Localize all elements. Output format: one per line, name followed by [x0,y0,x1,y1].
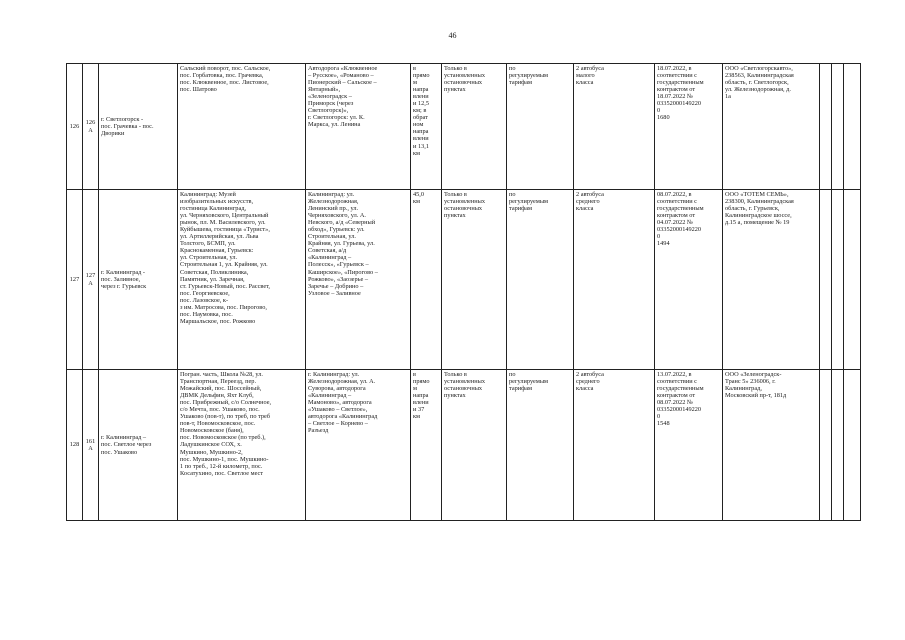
route-length: 45,0 км [411,190,442,370]
route-number: 126 А [83,64,99,190]
empty-cell [820,370,832,521]
route-register-table [66,63,861,521]
table-row [67,190,861,370]
route-name: г. Калининград - пос. Заливное, через г. Гурьевск [99,190,178,370]
contract-info: 08.07.2022, в соответствии с государственным контрактом от 04.07.2022 № 03352000149220 0 1494 [655,190,723,370]
vehicles: 2 автобуса малого класса [574,64,655,190]
contract-info: 13.07.2022, в соответствии с государственным контрактом от 08.07.2022 № 03352000149220 0 1548 [655,370,723,521]
row-number: 127 [67,190,83,370]
table-row [67,370,861,521]
stop-order: Только в установленных остановочных пунктах [442,190,507,370]
carrier-info: ООО «Зеленоградск- Транс 5» 236006, г. Калининград, Московский пр-т, 181д [723,370,820,521]
vehicles: 2 автобуса среднего класса [574,370,655,521]
streets-list: Калининград: ул. Железнодорожная, Ленинский пр., ул. Черняховского, ул. А. Невского, а/д «Северный обход», Гурьевск: ул. Строительная, ул. Крайняя, ул. Гурьева, ул. Советская, а/д «Калининград – Полесск», «Гурьевск – Каширское», «Пирогово – Рожково», «Заозерье – Заречье – Добрино – Узловое – Заливное [306,190,411,370]
row-number: 128 [67,370,83,521]
table-row [67,64,861,190]
route-number: 127 А [83,190,99,370]
empty-cell [832,64,844,190]
carrier-info: ООО «Светлогорскавто», 238563, Калининградская область, г. Светлогорск, ул. Железнодорожная, д. 1а [723,64,820,190]
empty-cell [820,64,832,190]
contract-info: 18.07.2022, в соответствии с государственным контрактом от 18.07.2022 № 03352000149220 0 1680 [655,64,723,190]
tariff-type: по регулируемым тарифам [507,190,574,370]
empty-cell [820,190,832,370]
stops-list: Калининград: Музей изобразительных искусств, гостиница Калининград, ул. Черняховского, Центральный рынок, пл. М. Василевского, ул. Куйбышева, гостиница «Турист», ул. Артиллерийская, ул. Льва Толстого, БСМП, ул. Краснокаменная, Гурьевск: ул. Строительная, ул. Строительная 1, ул. Крайняя, ул. Советская, Поликлиника, Памятник, ул. Заречная, ст. Гурьевск-Новый, пос. Рассвет, пос. Георгиевское, пос. Лазовское, к- з им. Матросова, пос. Пирогово, пос. Наумовка, пос. Маршальское, пос. Рожково [178,190,306,370]
stop-order: Только в установленных остановочных пунктах [442,64,507,190]
route-number: 161 А [83,370,99,521]
route-length: в прямо м напра влени и 12,5 км; в обрат ном напра влени и 13,1 км [411,64,442,190]
tariff-type: по регулируемым тарифам [507,64,574,190]
empty-cell [844,64,861,190]
empty-cell [832,190,844,370]
vehicles: 2 автобуса среднего класса [574,190,655,370]
stop-order: Только в установленных остановочных пунктах [442,370,507,521]
route-name: г. Калининград – пос. Светлое через пос. Ушаково [99,370,178,521]
stops-list: Погран. часть, Школа №28, ул. Транспортная, Переезд, пер. Можайский, пос. Шоссейный, ДВМК Дельфин, Яхт Клуб, пос. Прибрежный, с/о Солнечное, с/о Мечта, пос. Ушаково, пос. Ушаково (пов-т), по треб, по треб пов-т, Новомосковское, пос. Новомосковское (баня), пос. Новомосковское (по треб.), Ладушкинское СОХ, х. Мушкино, Мушкино-2, пос. Мушкино-1, пос. Мушкино- 1 по треб., 12-й километр, пос. Косатухино, пос. Светлое мест [178,370,306,521]
streets-list: Автодорога «Клюквенное – Русское», «Романово – Пионерский – Сальское – Янтарный», «Зеленоградск – Приморск (через Светлогорск)», г. Светлогорск: ул. К. Маркса, ул. Ленина [306,64,411,190]
empty-cell [844,370,861,521]
streets-list: г. Калининград: ул. Железнодорожная, ул. А. Суворова, автодорога «Калининград – Мамоново», автодорога «Ушаково – Светлое», автодорога «Калининград – Светлое – Корнево – Разъезд [306,370,411,521]
tariff-type: по регулируемым тарифам [507,370,574,521]
route-name: г. Светлогорск - пос. Грачевка - пос. Дворики [99,64,178,190]
carrier-info: ООО «ТОТЕМ СЕМЬ», 238300, Калининградская область, г. Гурьевск, Калининградское шоссе, д.15 а, помещение № 19 [723,190,820,370]
empty-cell [832,370,844,521]
stops-list: Сальский поворот, пос. Сальское, пос. Горбатовка, пос. Грачевка, пос. Клюквенное, пос. Листовое, пос. Шатрово [178,64,306,190]
row-number: 126 [67,64,83,190]
route-length: в прямо м напра влени и 37 км [411,370,442,521]
empty-cell [844,190,861,370]
page-number: 46 [448,31,457,40]
